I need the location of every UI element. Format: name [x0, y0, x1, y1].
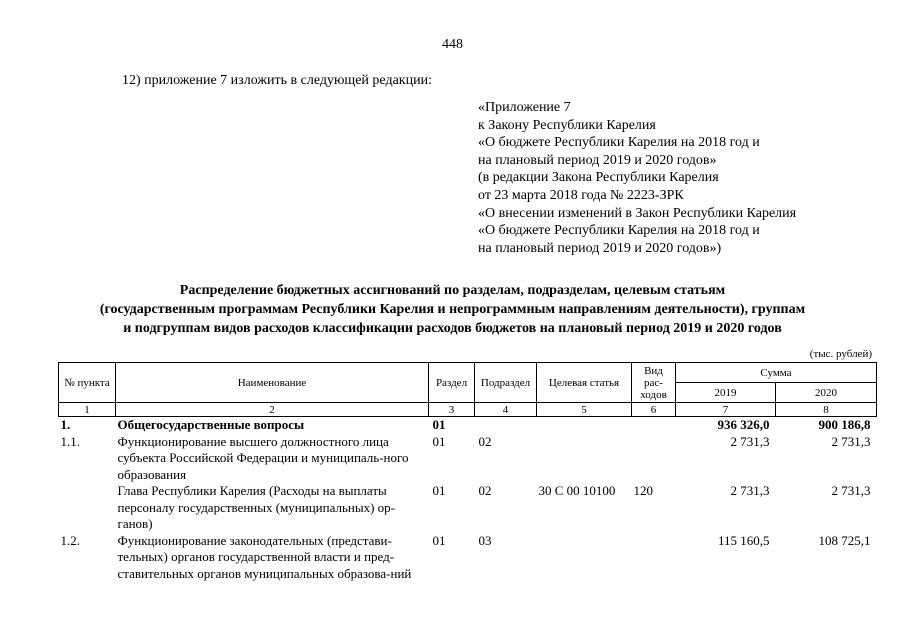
row-target-article	[537, 533, 632, 583]
row-number	[59, 483, 116, 533]
annex-line: «О бюджете Республики Карелия на 2018 год и	[478, 135, 760, 151]
header-sum: Сумма	[676, 363, 877, 383]
annex-header	[478, 99, 796, 257]
units-label: (тыс. рублей)	[809, 348, 872, 360]
row-target-article: 30 С 00 10100	[538, 483, 616, 498]
header-expense-kind: Вид рас-ходов	[632, 363, 676, 403]
table-row	[59, 434, 877, 484]
row-sum-2019: 936 326,0	[717, 417, 770, 432]
header-target-article: Целевая статья	[537, 363, 632, 403]
column-number: 4	[475, 403, 537, 417]
annex-line: на плановый период 2019 и 2020 годов»	[478, 152, 717, 168]
row-name: Функционирование законодательных (представи-тельных) органов государственной власти и пред-ставительных органов муниципальных образова-ний	[117, 532, 412, 581]
row-section: 01	[432, 532, 446, 548]
row-section: 01	[432, 433, 446, 449]
row-sum-2020: 2 731,3	[831, 483, 871, 498]
header-year-2020: 2020	[776, 383, 877, 403]
title-line: (государственным программам Республики Карелия и непрограммным направлениям деятельности), группам	[99, 302, 806, 317]
row-expense-kind: 120	[633, 483, 653, 498]
row-number: 1.1.	[60, 433, 80, 449]
header-year-2019: 2019	[676, 383, 776, 403]
annex-line: «О бюджете Республики Карелия на 2018 год и	[478, 223, 760, 239]
table-row	[59, 483, 877, 533]
row-section: 01	[432, 483, 446, 498]
header-number: № пункта	[59, 363, 116, 403]
column-number: 7	[676, 403, 776, 417]
row-name: Функционирование высшего должностного лица субъекта Российской Федерации и муниципаль-ного образования	[117, 433, 409, 482]
row-number: 1.2.	[60, 532, 80, 548]
header-name: Наименование	[116, 363, 429, 403]
row-target-article	[537, 434, 632, 484]
budget-table	[58, 362, 877, 582]
row-sum-2019: 2 731,3	[730, 483, 770, 498]
title-line: и подгруппам видов расходов классификации расходов бюджетов на плановый период 2019 и 2020 годов	[123, 321, 782, 336]
row-subsection	[475, 417, 537, 434]
column-number: 8	[776, 403, 877, 417]
row-target-article	[537, 417, 632, 434]
row-expense-kind	[632, 417, 676, 434]
annex-line: «О внесении изменений в Закон Республики Карелия	[478, 205, 797, 221]
column-number: 6	[632, 403, 676, 417]
title-line: Распределение бюджетных ассигнований по разделам, подразделам, целевым статьям	[179, 283, 726, 298]
annex-line: «Приложение 7	[478, 100, 571, 115]
row-name: Общегосударственные вопросы	[117, 417, 305, 432]
row-sum-2020: 2 731,3	[831, 433, 871, 449]
table-row	[59, 417, 877, 434]
column-number: 5	[537, 403, 632, 417]
row-sum-2020: 900 186,8	[818, 417, 871, 432]
row-name: Глава Республики Карелия (Расходы на выплаты персоналу государственных (муниципальных) ор-ганов)	[117, 483, 395, 531]
row-section: 01	[432, 417, 446, 432]
table-row	[59, 533, 877, 583]
row-subsection: 02	[478, 433, 492, 449]
annex-line: (в редакции Закона Республики Карелия	[478, 170, 719, 186]
column-number: 2	[116, 403, 429, 417]
document-title	[0, 281, 905, 338]
row-sum-2019: 115 160,5	[717, 532, 770, 548]
header-subsection: Подраздел	[475, 363, 537, 403]
row-expense-kind	[632, 533, 676, 583]
column-number: 3	[429, 403, 475, 417]
row-sum-2020: 108 725,1	[818, 532, 871, 548]
row-number: 1.	[60, 417, 71, 432]
column-number: 1	[59, 403, 116, 417]
row-expense-kind	[632, 434, 676, 484]
annex-line: от 23 марта 2018 года № 2223-ЗРК	[478, 187, 684, 203]
row-subsection: 02	[478, 483, 492, 498]
header-section: Раздел	[429, 363, 475, 403]
annex-line: к Закону Республики Карелия	[478, 117, 656, 133]
amendment-text: 12) приложение 7 изложить в следующей редакции:	[122, 73, 432, 88]
row-subsection: 03	[478, 532, 492, 548]
page-number: 448	[442, 37, 463, 52]
annex-line: на плановый период 2019 и 2020 годов»)	[478, 240, 722, 256]
row-sum-2019: 2 731,3	[730, 433, 770, 449]
